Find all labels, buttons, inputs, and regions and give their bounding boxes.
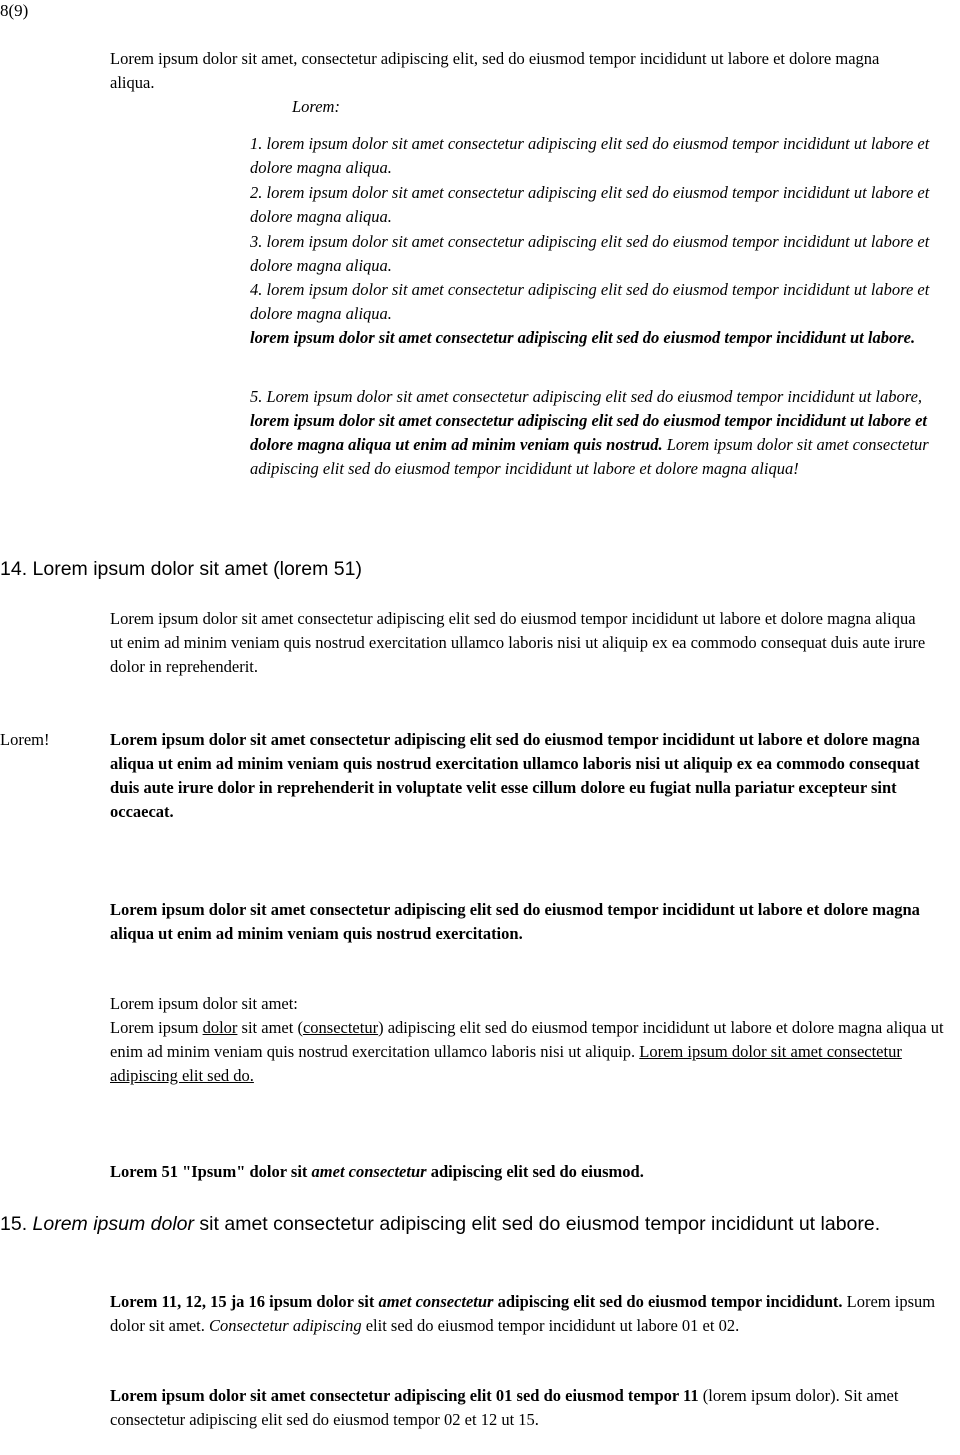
- paragraph-italic: Consectetur adipiscing: [208, 1316, 362, 1335]
- list-number: 1.: [250, 134, 263, 153]
- definition-body: [110, 1016, 950, 1088]
- paragraph-bold: Lorem 11, 12, 15 ja 16 ipsum dolor sit: [110, 1292, 379, 1311]
- definition-text: Lorem ipsum: [110, 1018, 203, 1037]
- definition-underlined: consectetur: [302, 1018, 379, 1037]
- list-item-4: [250, 278, 950, 350]
- heading-italic: Lorem ipsum dolor: [32, 1213, 195, 1235]
- list-item-5: [250, 385, 950, 481]
- section-15-paragraph-1: [110, 1290, 950, 1338]
- list-item-2: [250, 181, 950, 229]
- list-text-tail: Lorem ipsum dolor sit amet consectetur adipiscing elit sed do eiusmod tempor incididunt ut labore et dolore magna aliqua!: [250, 435, 929, 478]
- definition-underlined: dolor: [202, 1018, 238, 1037]
- definition-underlined-sentence: Lorem ipsum dolor sit amet consectetur adipiscing elit sed do.: [110, 1042, 902, 1085]
- list-item-3: [250, 230, 950, 278]
- list-text: lorem ipsum dolor sit amet consectetur adipiscing elit sed do eiusmod tempor incididunt ut labore et dolore magna aliqua.: [250, 280, 930, 323]
- list-number: 5.: [250, 387, 263, 406]
- note-text: Lorem 51 "Ipsum" dolor sit: [110, 1162, 312, 1181]
- paragraph-text-tail: elit sed do eiusmod tempor incididunt ut labore 01 et 02.: [361, 1316, 740, 1335]
- list-text: lorem ipsum dolor sit amet consectetur adipiscing elit sed do eiusmod tempor incididunt ut labore et dolore magna aliqua.: [250, 183, 930, 226]
- paragraph-bold: Lorem ipsum dolor sit amet consectetur adipiscing elit 01 sed do eiusmod tempor 11: [110, 1386, 699, 1405]
- page-number: 8(9): [0, 1, 29, 20]
- paragraph-text: (lorem ipsum dolor). Sit amet consectetur adipiscing elit sed do eiusmod tempor 02 et 12 ut 15.: [110, 1386, 899, 1429]
- list-number: 3.: [250, 232, 263, 251]
- heading-text: sit amet consectetur adipiscing elit sed do eiusmod tempor incididunt ut labore.: [194, 1213, 881, 1235]
- list-text: lorem ipsum dolor sit amet consectetur adipiscing elit sed do eiusmod tempor incididunt ut labore et dolore magna aliqua.: [250, 134, 930, 177]
- note-text-tail: adipiscing elit sed do eiusmod.: [426, 1162, 644, 1181]
- paragraph-text: Lorem ipsum dolor sit amet consectetur adipiscing elit sed do eiusmod tempor incididunt ut labore et dolore magna aliqua ut enim ad minim veniam quis nostrud exercitation ullamco laboris nisi ut aliquip ex ea commodo consequat duis aute irure dolor in reprehenderit.: [110, 609, 926, 676]
- definition-title: Lorem ipsum dolor sit amet:: [110, 994, 298, 1013]
- list-text: Lorem ipsum dolor sit amet consectetur adipiscing elit sed do eiusmod tempor incididunt ut labore,: [262, 387, 923, 406]
- list-emphasis: lorem ipsum dolor sit amet consectetur adipiscing elit sed do eiusmod tempor incididunt ut labore et dolore magna aliqua ut enim ad minim veniam quis nostrud.: [250, 411, 927, 454]
- paragraph-bold-italic: amet consectetur: [378, 1292, 494, 1311]
- definition-text: ) adipiscing elit sed do eiusmod tempor incididunt ut labore et dolore magna aliqua ut enim ad minim veniam quis nostrud exercitation ullamco laboris nisi ut aliquip.: [110, 1018, 944, 1061]
- paragraph-bold-tail: adipiscing elit sed do eiusmod tempor incididunt.: [493, 1292, 843, 1311]
- huom-note: [110, 728, 950, 824]
- taulukko-51-note: [110, 1160, 950, 1184]
- list-number: 4.: [250, 280, 263, 299]
- huom-label: Lorem!: [0, 730, 50, 749]
- list-item-1: [250, 132, 950, 180]
- section-15-paragraph-2: [110, 1384, 950, 1432]
- list-text: lorem ipsum dolor sit amet consectetur adipiscing elit sed do eiusmod tempor incididunt ut labore et dolore magna aliqua.: [250, 232, 930, 275]
- intro-paragraph: [110, 47, 920, 95]
- list-number: 2.: [250, 183, 263, 202]
- paragraph-text: Lorem ipsum dolor sit amet.: [110, 1292, 936, 1335]
- note-italic: amet consectetur: [311, 1162, 427, 1181]
- heading-number: 15.: [0, 1213, 33, 1235]
- definition-text: sit amet (: [237, 1018, 303, 1037]
- list-emphasis: lorem ipsum dolor sit amet consectetur adipiscing elit sed do eiusmod tempor incididunt ut labore.: [250, 328, 916, 347]
- paragraph-text: Lorem ipsum dolor sit amet consectetur adipiscing elit sed do eiusmod tempor incididunt ut labore et dolore magna aliqua ut enim ad minim veniam quis nostrud exercitation.: [110, 900, 920, 943]
- intro-text: Lorem ipsum dolor sit amet, consectetur adipiscing elit, sed do eiusmod tempor incididunt ut labore et dolore magna aliqua.: [110, 49, 880, 92]
- section-14-paragraph: [110, 607, 930, 679]
- section-heading-14: 14. Lorem ipsum dolor sit amet (lorem 51): [0, 558, 362, 580]
- note-text: Lorem ipsum dolor sit amet consectetur adipiscing elit sed do eiusmod tempor incididunt ut labore et dolore magna aliqua ut enim ad minim veniam quis nostrud exercitation ullamco laboris nisi ut aliquip ex ea commodo consequat duis aute irure dolor in reprehenderit in voluptate velit esse cillum dolore eu fugiat nulla pariatur excepteur sint occaecat.: [110, 730, 920, 821]
- jos-label: Lorem:: [292, 97, 340, 116]
- section-heading-15: [0, 1211, 955, 1238]
- esiopetus-paragraph: [110, 898, 950, 946]
